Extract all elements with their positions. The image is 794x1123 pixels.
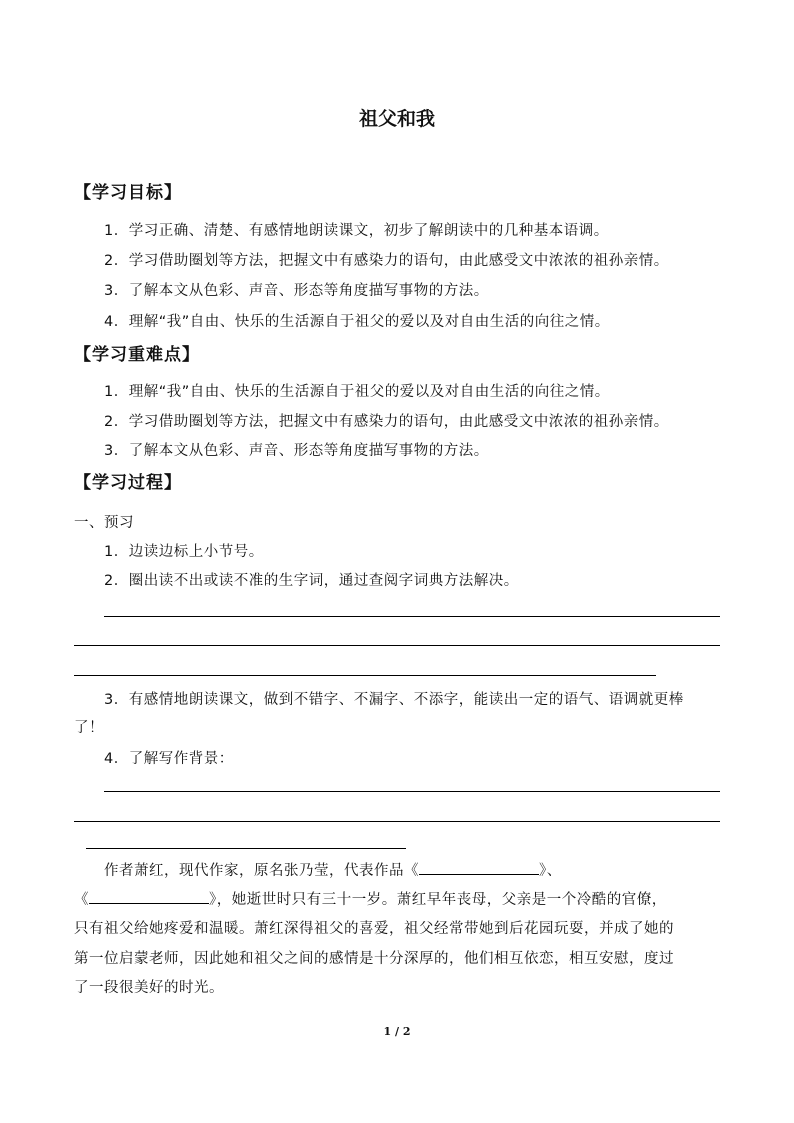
key-point-item: 1．理解“我”自由、快乐的生活源自于祖父的爱以及对自由生活的向往之情。 — [104, 384, 610, 400]
process-item: 2．圈出读不出或读不准的生字词，通过查阅字词典方法解决。 — [104, 573, 519, 589]
objective-item: 4．理解“我”自由、快乐的生活源自于祖父的爱以及对自由生活的向往之情。 — [104, 314, 610, 330]
process-item: 1．边读边标上小节号。 — [104, 544, 264, 560]
background-line-5: 了一段很美好的时光。 — [74, 980, 224, 996]
objectives-heading: 【学习目标】 — [74, 183, 182, 203]
background-text: 作者萧红，现代作家，原名张乃莹，代表作品《 — [104, 863, 419, 879]
process-item-3: 3．有感情地朗读课文，做到不错字、不漏字、不添字，能读出一定的语气、语调就更棒 — [104, 692, 684, 708]
background-line-3: 只有祖父给她疼爱和温暖。萧红深得祖父的喜爱，祖父经常带她到后花园玩耍，并成了她的 — [74, 921, 674, 937]
background-line-2 — [74, 888, 667, 909]
background-text: 》，她逝世时只有三十一岁。萧红早年丧母，父亲是一个冷酷的官僚， — [209, 892, 667, 908]
objective-item: 3．了解本文从色彩、声音、形态等角度描写事物的方法。 — [104, 283, 489, 299]
key-points-heading: 【学习重难点】 — [74, 345, 200, 365]
background-text: 》、 — [539, 863, 562, 879]
process-heading: 【学习过程】 — [74, 473, 182, 493]
part1-label: 一、预习 — [74, 515, 134, 531]
process-item-4: 4．了解写作背景： — [104, 751, 234, 767]
answer-line[interactable] — [86, 848, 406, 849]
page-number: 1 / 2 — [383, 1025, 411, 1038]
key-point-item: 2．学习借助圈划等方法，把握文中有感染力的语句，由此感受文中浓浓的祖孙亲情。 — [104, 414, 669, 430]
answer-line[interactable] — [74, 821, 720, 822]
answer-line[interactable] — [74, 675, 656, 676]
answer-line[interactable] — [74, 645, 720, 646]
background-line-4: 第一位启蒙老师，因此她和祖父之间的感情是十分深厚的，他们相互依恋，相互安慰，度过 — [74, 951, 674, 967]
objective-item: 2．学习借助圈划等方法，把握文中有感染力的语句，由此感受文中浓浓的祖孙亲情。 — [104, 253, 669, 269]
answer-line[interactable] — [104, 791, 720, 792]
objective-item: 1．学习正确、清楚、有感情地朗读课文，初步了解朗读中的几种基本语调。 — [104, 223, 609, 239]
background-line-1 — [104, 859, 562, 880]
document-title: 祖父和我 — [358, 108, 435, 130]
answer-line[interactable] — [104, 616, 720, 617]
key-point-item: 3．了解本文从色彩、声音、形态等角度描写事物的方法。 — [104, 443, 489, 459]
fill-blank-work-1[interactable] — [419, 860, 539, 875]
process-item-3-cont: 了！ — [74, 720, 104, 736]
background-text: 《 — [74, 892, 89, 908]
fill-blank-work-2[interactable] — [89, 889, 209, 904]
